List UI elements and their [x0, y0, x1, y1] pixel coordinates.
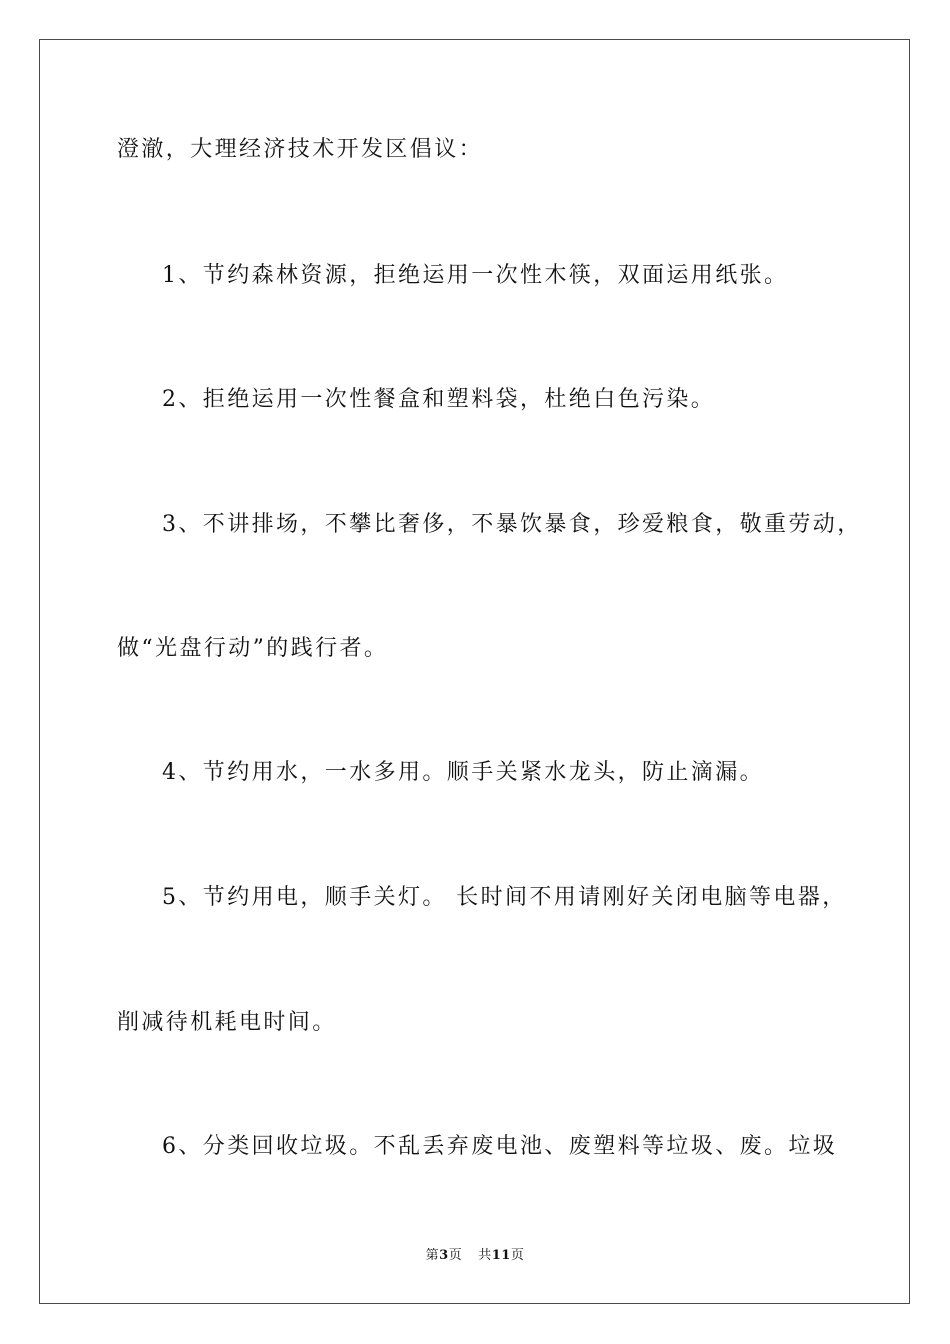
- footer-page-number: 3: [439, 1248, 449, 1263]
- footer-page-suffix: 页: [448, 1248, 463, 1263]
- paragraph-item-1: 1、节约森林资源，拒绝运用一次性木筷，双面运用纸张。: [162, 263, 789, 288]
- footer-total-pages: 11: [491, 1248, 511, 1263]
- page-footer: [0, 1247, 950, 1265]
- paragraph-item-3-continued: 做“光盘行动”的践行者。: [117, 636, 389, 661]
- footer-total-suffix: 页: [510, 1248, 525, 1263]
- paragraph-item-3: 3、不讲排场，不攀比奢侈，不暴饮暴食，珍爱粮食，敬重劳动，: [162, 512, 862, 537]
- paragraph-item-5-continued: 削减待机耗电时间。: [117, 1010, 337, 1035]
- paragraph-item-5: 5、节约用电，顺手关灯。 长时间不用请刚好关闭电脑等电器，: [162, 885, 847, 910]
- footer-total-prefix: 共: [478, 1248, 492, 1263]
- paragraph-item-6: 6、分类回收垃圾。不乱丢弃废电池、废塑料等垃圾、废。垃圾: [162, 1134, 838, 1159]
- page-border: [39, 39, 910, 1304]
- paragraph-line-intro: 澄澈，大理经济技术开发区倡议：: [117, 137, 484, 162]
- paragraph-item-4: 4、节约用水，一水多用。顺手关紧水龙头，防止滴漏。: [162, 760, 764, 785]
- footer-page-prefix: 第: [425, 1248, 440, 1263]
- paragraph-item-2: 2、拒绝运用一次性餐盒和塑料袋，杜绝白色污染。: [162, 387, 716, 412]
